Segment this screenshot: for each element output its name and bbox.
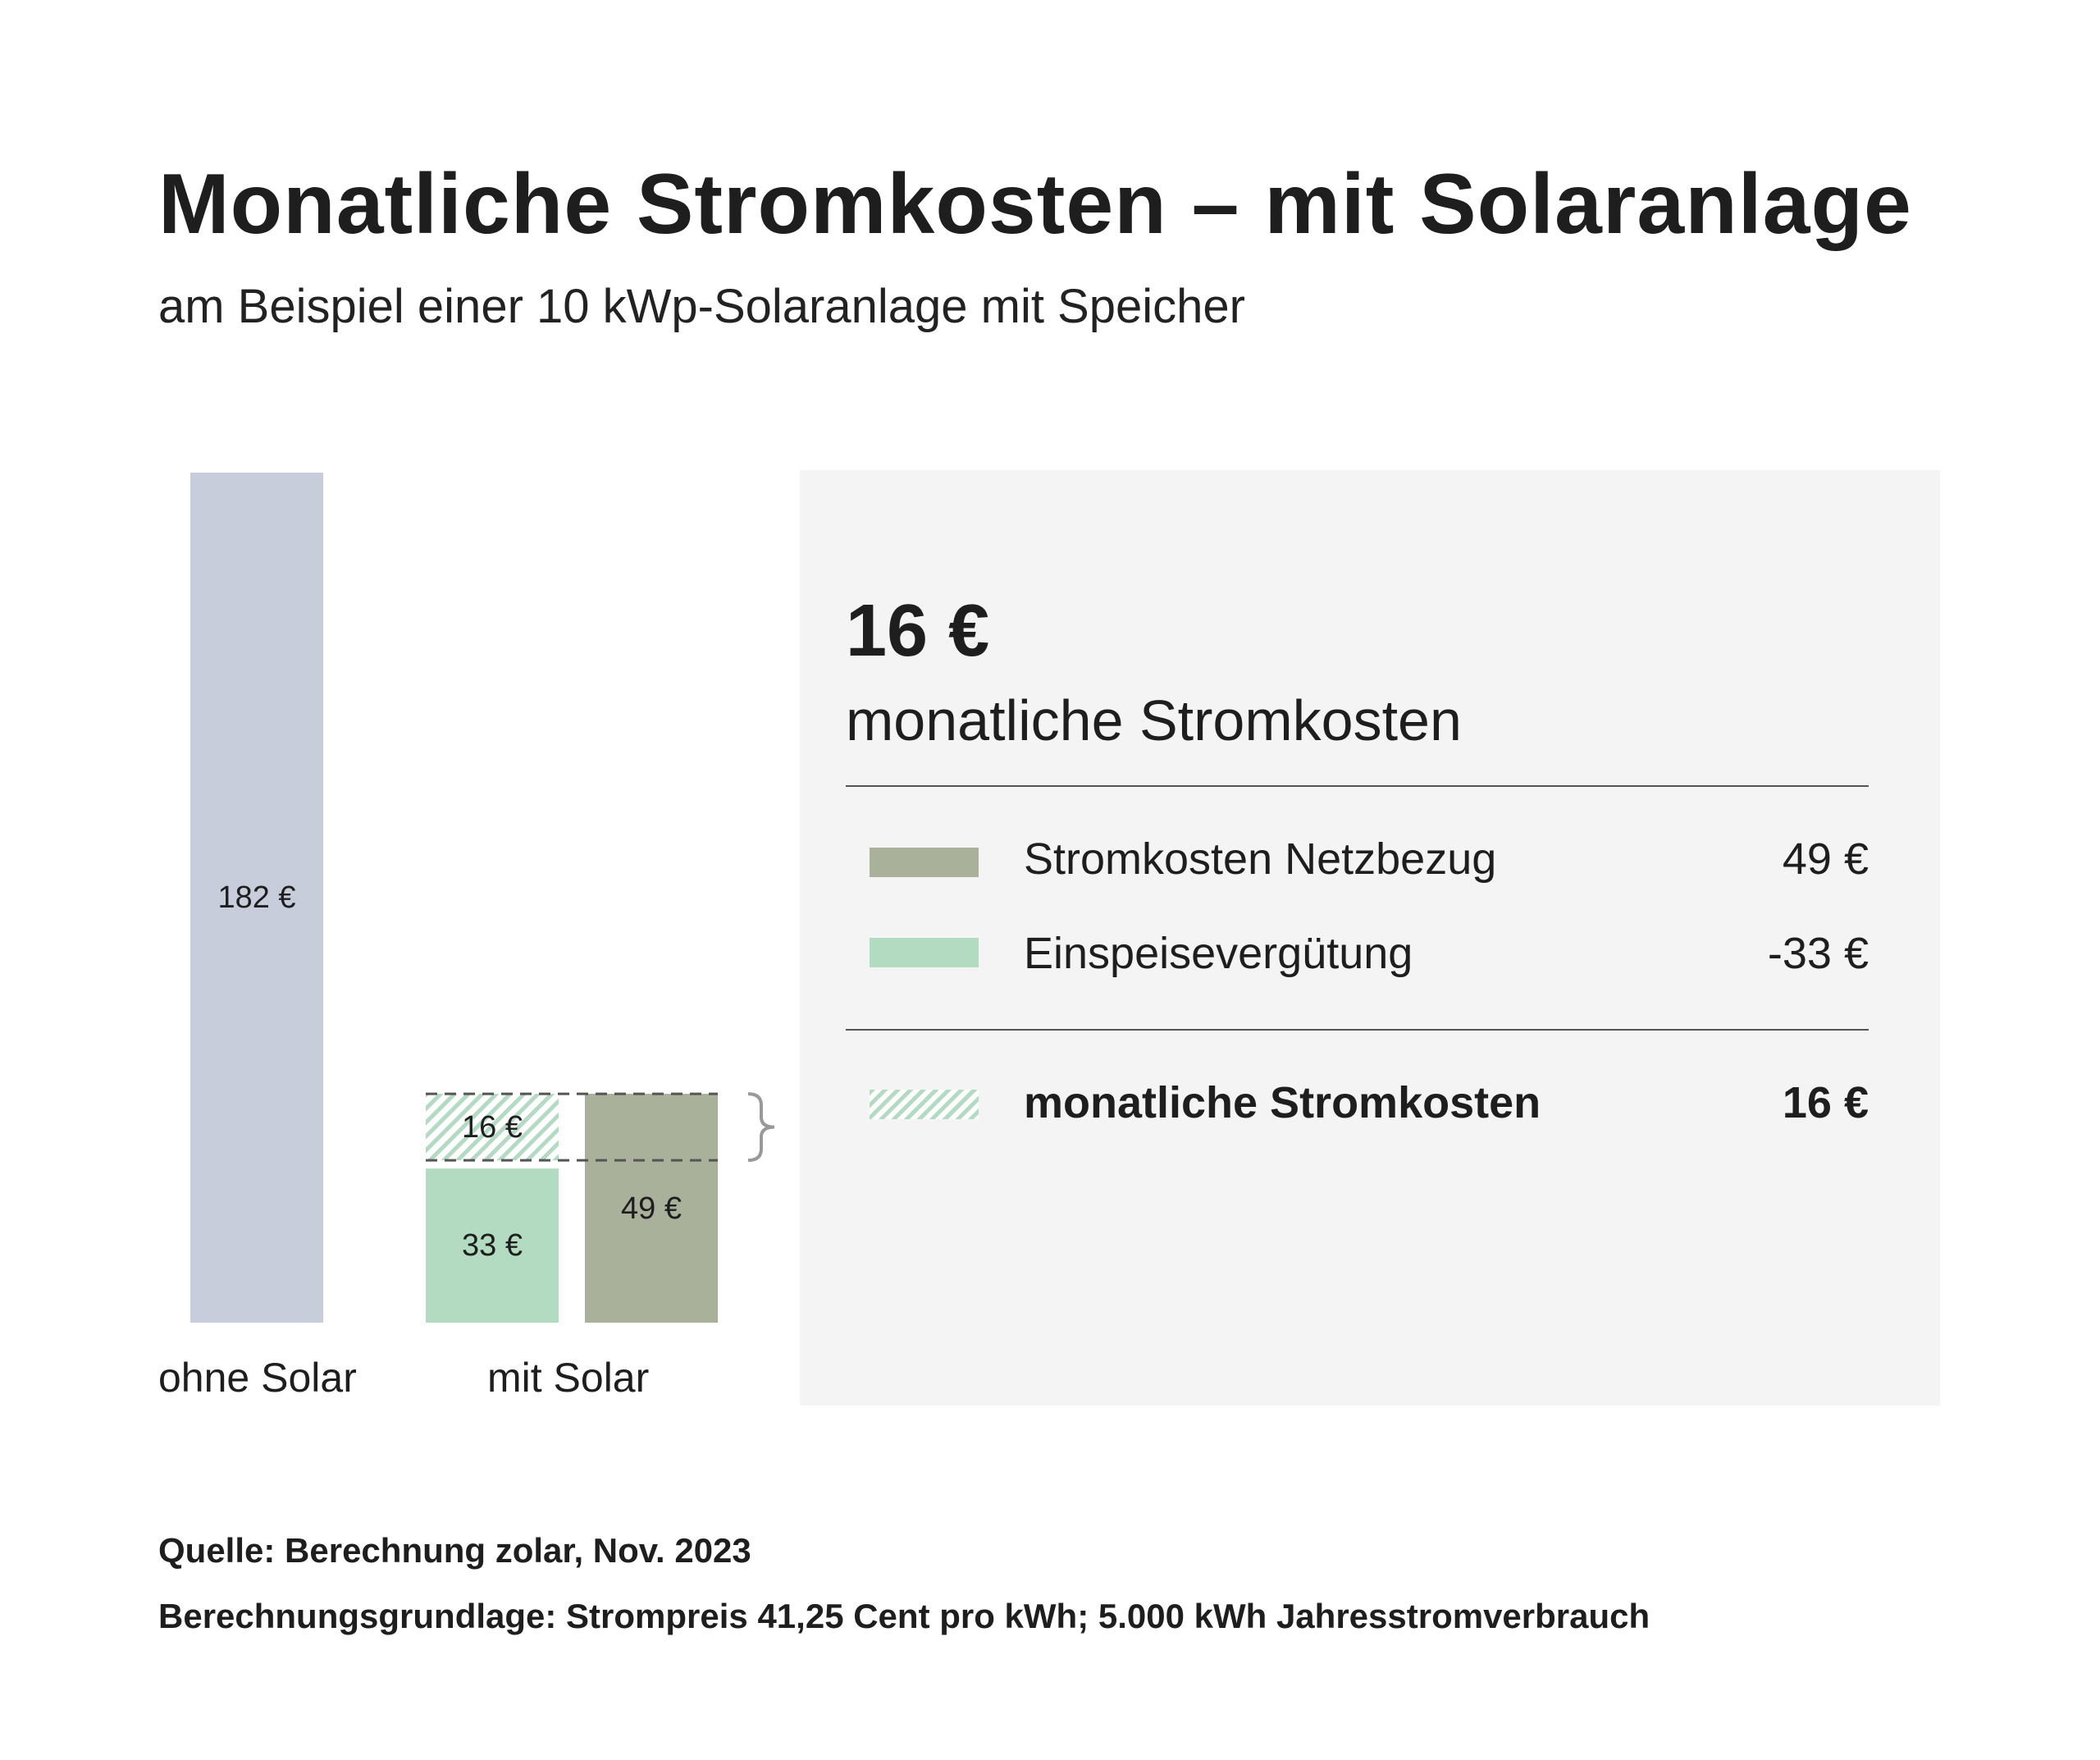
bar-label-ohne-solar: 182 € bbox=[217, 880, 296, 915]
divider-top bbox=[846, 785, 1869, 787]
legend-swatch-monatlich bbox=[870, 1090, 979, 1119]
bar-label-monatlich: 16 € bbox=[462, 1109, 523, 1145]
chart-title: Monatliche Stromkosten – mit Solaranlage bbox=[158, 157, 1912, 252]
legend-swatch-netzbezug bbox=[870, 848, 979, 877]
legend-label-einspeise: Einspeisevergütung bbox=[1024, 929, 1413, 978]
legend-value-netzbezug: 49 € bbox=[1782, 834, 1869, 884]
legend-label-netzbezug: Stromkosten Netzbezug bbox=[1024, 834, 1497, 884]
chart-subtitle: am Beispiel einer 10 kWp-Solaranlage mit Speicher bbox=[158, 280, 1245, 333]
category-label-ohne-solar: ohne Solar bbox=[158, 1355, 357, 1401]
legend-value-monatlich: 16 € bbox=[1782, 1078, 1869, 1127]
category-label-mit-solar: mit Solar bbox=[487, 1355, 650, 1401]
footnote-basis: Berechnungsgrundlage: Strompreis 41,25 Cent pro kWh; 5.000 kWh Jahresstromverbrauch bbox=[158, 1597, 1650, 1635]
legend-value-einspeise: -33 € bbox=[1767, 929, 1869, 978]
curly-brace bbox=[748, 1094, 774, 1160]
legend-swatch-einspeise bbox=[870, 938, 979, 967]
legend-label-monatlich: monatliche Stromkosten bbox=[1024, 1078, 1541, 1127]
footnote-source: Quelle: Berechnung zolar, Nov. 2023 bbox=[158, 1531, 751, 1570]
summary-big-caption: monatliche Stromkosten bbox=[846, 688, 1462, 752]
bar-label-einspeise: 33 € bbox=[462, 1228, 523, 1264]
divider-bottom bbox=[846, 1029, 1869, 1031]
summary-big-value: 16 € bbox=[846, 590, 990, 672]
bar-label-netzbezug: 49 € bbox=[621, 1191, 682, 1226]
